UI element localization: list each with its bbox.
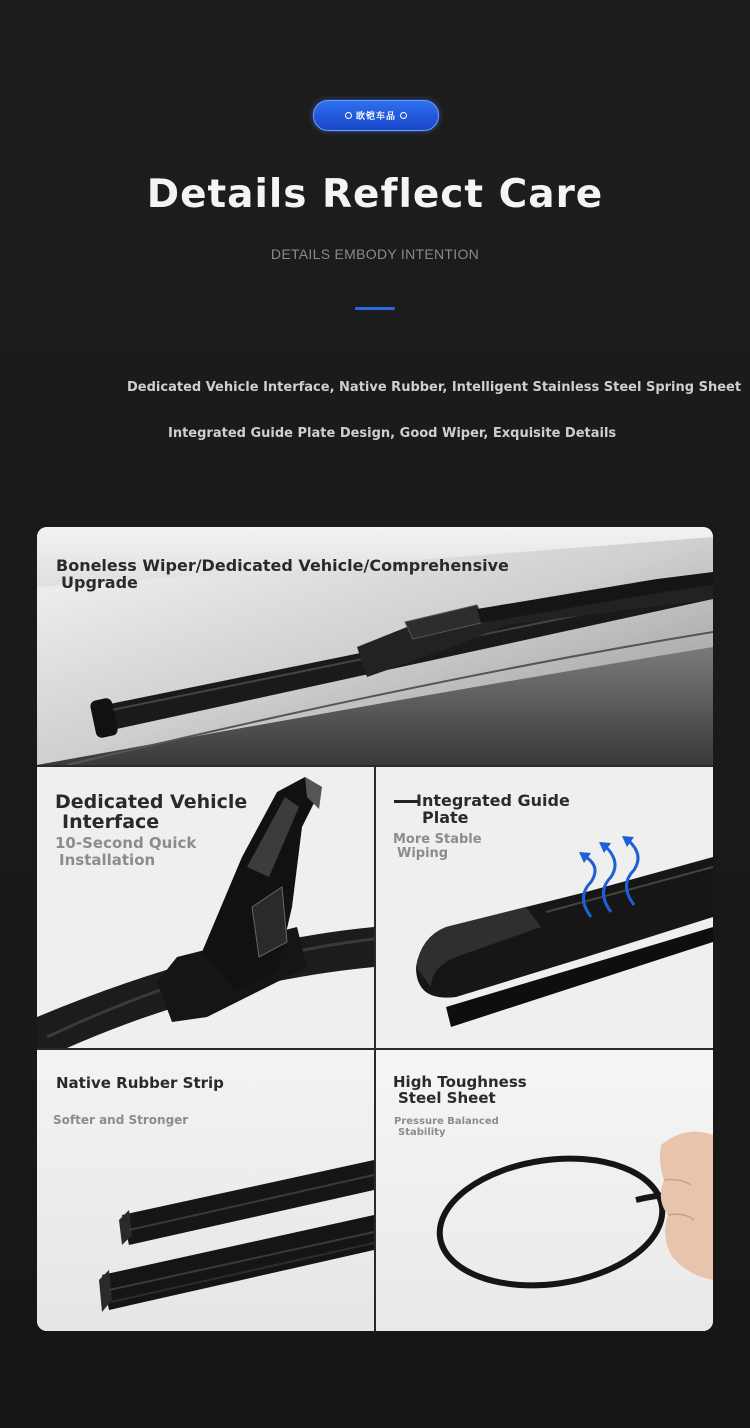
- panel-title-line1: Dedicated Vehicle: [55, 791, 248, 813]
- panel-subtitle-line1: More Stable: [393, 832, 482, 847]
- panel-rubber-strip: [37, 1050, 374, 1331]
- feature-card: [37, 527, 713, 1331]
- pointer-line: [394, 800, 418, 803]
- panel-subtitle-line2: Stability: [398, 1127, 446, 1138]
- panel-title-line2: Plate: [422, 808, 469, 827]
- panel-boneless-wiper: [37, 527, 713, 765]
- panel-subtitle-line2: Wiping: [397, 846, 449, 861]
- badge-dot-icon: [345, 112, 352, 119]
- page-title: Details Reflect Care: [146, 172, 604, 217]
- panel-title-line2: Steel Sheet: [398, 1089, 496, 1107]
- panel-dedicated-interface: [37, 767, 374, 1048]
- panel-subtitle-line1: 10-Second Quick: [55, 834, 197, 852]
- panel-title-line1: High Toughness: [393, 1073, 527, 1091]
- panel-guide-plate: [376, 767, 713, 1048]
- panel-steel-sheet: [376, 1050, 713, 1331]
- panel-subtitle: Softer and Stronger: [53, 1113, 189, 1127]
- brand-badge: [313, 100, 439, 131]
- panel-title-line2: Interface: [62, 811, 160, 833]
- feature-description-line2: Integrated Guide Plate Design, Good Wiper, Exquisite Details: [168, 426, 617, 441]
- rubber-strip-illustration: [37, 1050, 374, 1331]
- page-subtitle: DETAILS EMBODY INTENTION: [270, 246, 480, 262]
- accent-divider: [355, 307, 395, 310]
- panel-title-line1: Integrated Guide: [416, 791, 570, 810]
- panel-title: Native Rubber Strip: [56, 1074, 224, 1092]
- badge-text: 欧铠车品: [355, 112, 396, 122]
- feature-description-line1: Dedicated Vehicle Interface, Native Rubber, Intelligent Stainless Steel Spring Sheet: [127, 380, 742, 395]
- panel-title-line2: Upgrade: [61, 573, 138, 592]
- badge-dot-icon: [400, 112, 407, 119]
- panel-title-line1: Boneless Wiper/Dedicated Vehicle/Comprehensive: [56, 556, 509, 575]
- panel-subtitle-line1: Pressure Balanced: [394, 1116, 499, 1127]
- panel-subtitle-line2: Installation: [59, 851, 156, 869]
